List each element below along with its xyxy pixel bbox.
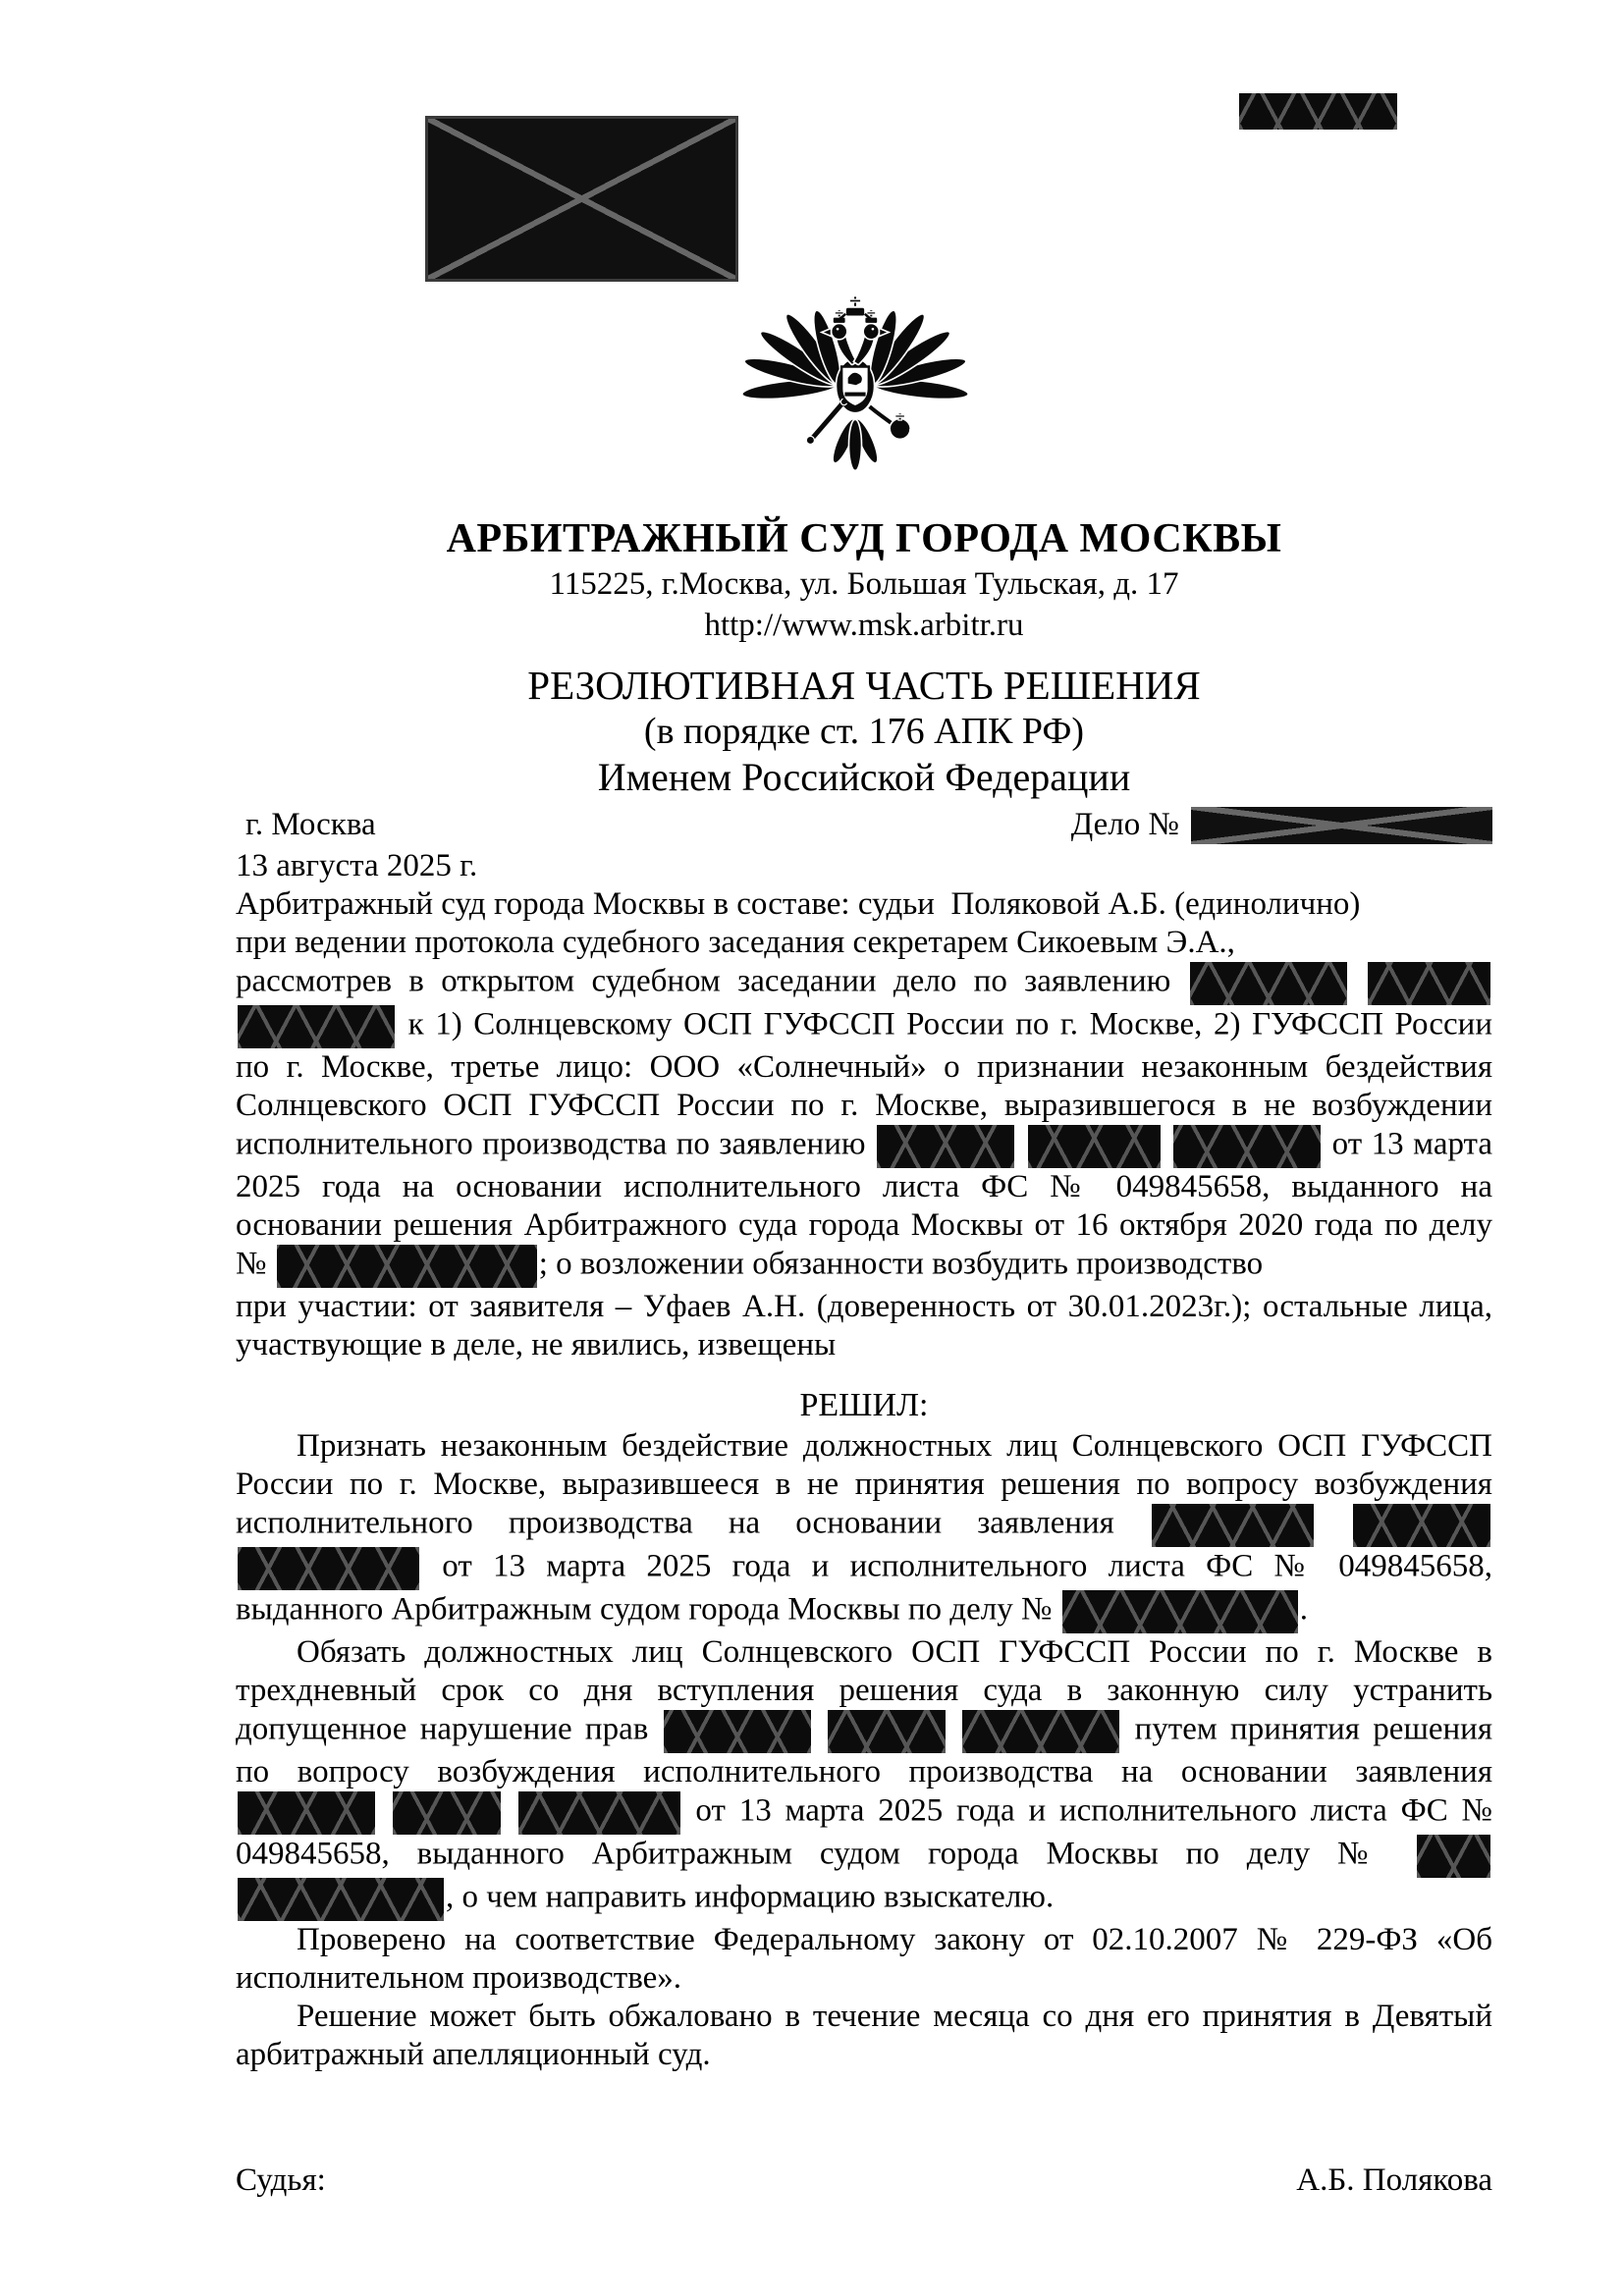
intro-paragraphs: [236, 885, 1492, 1364]
decision-point-1: Признать незаконным бездействие должностных лиц Солнцевского ОСП ГУФССП России по г. Москве, выразившееся в не принятия решения по вопросу возбуждения исполнительного производства на основании заявления от 13 марта 2025 года и исполнительного листа ФС № 049845658, выданного Арбитражным судом города Москвы по делу № .: [236, 1427, 1492, 1633]
redaction-box-large: [425, 116, 738, 282]
redaction-box: [1173, 1125, 1321, 1168]
composition-line: Арбитражный суд города Москвы в составе: судьи Поляковой А.Б. (единолично): [236, 886, 1361, 922]
resolution-heading: РЕШИЛ:: [799, 1387, 929, 1423]
court-name: АРБИТРАЖНЫЙ СУД ГОРОДА МОСКВЫ: [446, 516, 1282, 561]
redaction-box: [1353, 1504, 1490, 1547]
redaction-box: [518, 1791, 680, 1835]
signature-row: [236, 2161, 1492, 2200]
redaction-box: [1028, 1125, 1161, 1168]
court-address: 115225, г.Москва, ул. Большая Тульская, д. 17: [549, 566, 1179, 602]
document-subtitle: (в порядке ст. 176 АПК РФ): [643, 711, 1085, 752]
document-authority-line: Именем Российской Федерации: [597, 755, 1131, 799]
judge-name: А.Б. Полякова: [1296, 2163, 1492, 2198]
document-content: [236, 514, 1492, 2200]
decision-paragraphs: [236, 1427, 1492, 2074]
redaction-box: [238, 1878, 444, 1921]
redaction-box: [1368, 962, 1490, 1005]
document-title-block: [236, 662, 1492, 800]
case-number-label: Дело №: [1070, 807, 1179, 842]
redaction-box: [393, 1791, 501, 1835]
decision-date: 13 августа 2025 г.: [236, 848, 478, 883]
case-row: [236, 806, 1492, 844]
compliance-note: Проверено на соответствие Федеральному закону от 02.10.2007 № 229-ФЗ «Об исполнительном производстве».: [236, 1922, 1492, 1996]
redaction-box: [238, 1547, 419, 1590]
appeal-note: Решение может быть обжаловано в течение месяца со дня его принятия в Девятый арбитражный апелляционный суд.: [236, 1999, 1492, 2072]
redaction-box: [238, 1791, 375, 1835]
case-description: рассмотрев в открытом судебном заседании дело по заявлению к 1) Солнцевскому ОСП ГУФССП России по г. Москве, 2) ГУФССП России по г. Москве, третье лицо: ООО «Солнечный» о признании незаконным бездействия Солнцевского ОСП ГУФССП России по г. Москве, выразившегося в не возбуждении исполнительного производства по заявлению от 13 марта 2025 года на основании исполнительного листа ФС № 049845658, выданного на основании решения Арбитражного суда города Москвы от 16 октября 2020 года по делу № ; о возложении обязанности возбудить производство: [236, 962, 1492, 1288]
decision-point-2: Обязать должностных лиц Солнцевского ОСП ГУФССП России по г. Москве в трехдневный срок со дня вступления решения суда в законную силу устранить допущенное нарушение прав путем принятия решения по вопросу возбуждения исполнительного производства на основании заявления от 13 марта 2025 года и исполнительного листа ФС № 049845658, выданного Арбитражным судом города Москвы по делу № , о чем направить информацию взыскателю.: [236, 1633, 1492, 1921]
redaction-case-number: [1191, 807, 1492, 844]
redaction-box: [664, 1710, 811, 1753]
secretary-line: при ведении протокола судебного заседания секретарем Сикоевым Э.А.,: [236, 925, 1235, 960]
redaction-box-corner: [1239, 93, 1397, 130]
redaction-box: [238, 1005, 395, 1048]
coat-of-arms-icon: [731, 287, 979, 503]
court-website: http://www.msk.arbitr.ru: [704, 608, 1024, 643]
redaction-box: [828, 1710, 946, 1753]
redaction-box: [277, 1245, 537, 1288]
case-city: г. Москва: [245, 807, 376, 842]
redaction-box: [1062, 1590, 1298, 1633]
double-headed-eagle-icon: [731, 287, 979, 503]
judge-signature-label: Судья:: [236, 2163, 326, 2198]
redaction-box: [1417, 1835, 1490, 1878]
redaction-box: [962, 1710, 1119, 1753]
redaction-box: [877, 1125, 1014, 1168]
case-number-group: [1071, 806, 1492, 844]
document-title: РЕЗОЛЮТИВНАЯ ЧАСТЬ РЕШЕНИЯ: [527, 663, 1201, 708]
attendance-line: при участии: от заявителя – Уфаев А.Н. (доверенность от 30.01.2023г.); остальные лица, участвующие в деле, не явились, извещены: [236, 1289, 1492, 1362]
redaction-box: [1190, 962, 1347, 1005]
redaction-box: [1152, 1504, 1314, 1547]
